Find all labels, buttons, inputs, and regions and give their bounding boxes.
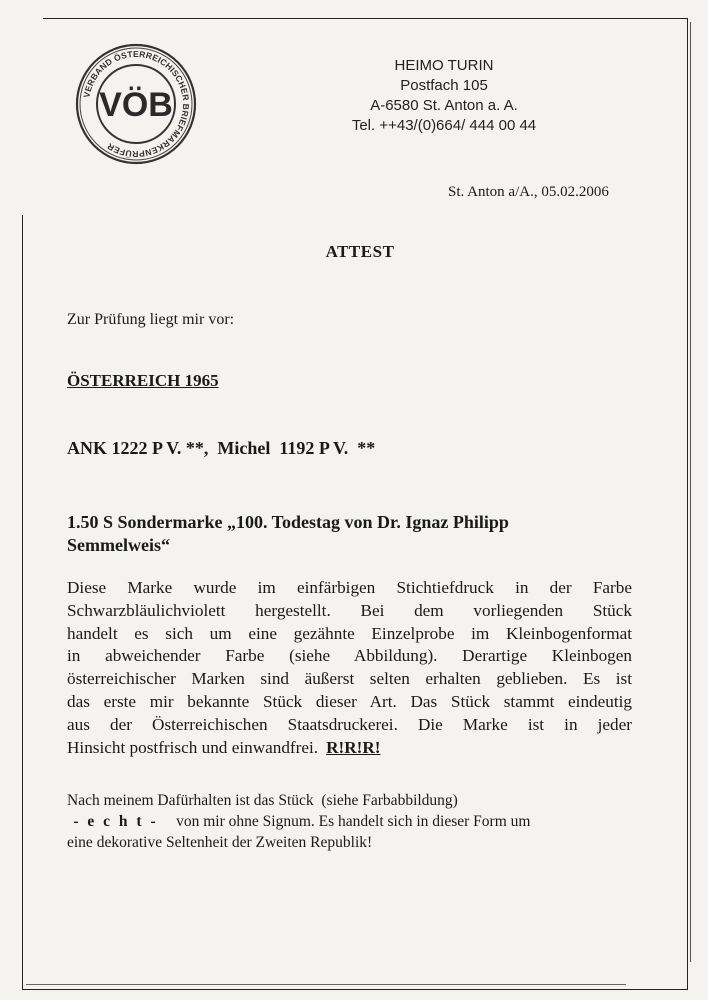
- body-line: handelt es sich um eine gezähnte Einzelprobe im Kleinbogenformat: [67, 623, 632, 643]
- issuer-address: A-6580 St. Anton a. A.: [370, 97, 518, 114]
- body-line: Schwarzbläulichviolett hergestellt. Bei dem vorliegenden Stück: [67, 600, 632, 620]
- frame-line-top: [43, 18, 688, 19]
- frame-line-right-inner: [690, 22, 691, 962]
- letterhead: [330, 56, 558, 136]
- body-line: aus der Österreichischen Staatsdruckerei. Die Marke ist in jeder: [67, 714, 632, 734]
- body-line: das erste mir bekannte Stück dieser Art. Das Stück stammt eindeutig: [67, 691, 632, 711]
- issuer-phone: Tel. ++43/(0)664/ 444 00 44: [351, 117, 537, 134]
- verdict-line-3: eine dekorative Seltenheit der Zweiten Republik!: [67, 834, 373, 851]
- frame-line-left: [22, 215, 23, 990]
- country-year-heading: ÖSTERREICH 1965: [67, 371, 219, 390]
- body-line-final-text: Hinsicht postfrisch und einwandfrei.: [67, 737, 319, 757]
- verdict-line-2: [67, 811, 627, 832]
- seal-ring-text: VERBAND ÖSTERREICHISCHER BRIEFMARKENPRÜFER: [81, 48, 192, 160]
- verdict-paragraph: [67, 790, 627, 853]
- date-line: St. Anton a/A., 05.02.2006: [448, 184, 609, 200]
- stamp-description: [67, 511, 627, 557]
- frame-line-bottom-inner: [26, 984, 626, 985]
- intro-text: Zur Prüfung liegt mir vor:: [67, 311, 235, 328]
- body-line: österreichischer Marken sind äußerst selten erhalten geblieben. Es ist: [67, 669, 632, 689]
- body-line: in abweichender Farbe (siehe Abbildung). Derartige Kleinbogen: [67, 646, 632, 666]
- verdict-line-2-rest: von mir ohne Signum. Es handelt sich in dieser Form um: [164, 813, 531, 830]
- expert-opinion-body: [67, 577, 632, 759]
- document-title: ATTEST: [325, 242, 395, 261]
- issuer-name: HEIMO TURIN: [394, 57, 494, 74]
- issuer-postbox: Postfach 105: [400, 77, 488, 94]
- echt-verdict: - e c h t -: [67, 813, 165, 830]
- verdict-line-1: Nach meinem Dafürhalten ist das Stück (siehe Farbabbildung): [67, 792, 458, 809]
- stamp-description-line-2: Semmelweis“: [67, 535, 170, 555]
- voeb-seal-stamp: [74, 42, 198, 166]
- stamp-description-line-1: 1.50 S Sondermarke „100. Todestag von Dr. Ignaz Philipp: [67, 512, 509, 532]
- frame-line-bottom: [22, 989, 688, 990]
- catalog-numbers: ANK 1222 P V. **, Michel 1192 P V. **: [67, 438, 376, 458]
- rarity-mark: R!R!R!: [326, 737, 381, 757]
- body-line: Diese Marke wurde im einfärbigen Stichtiefdruck in der Farbe: [67, 578, 632, 597]
- frame-line-right: [687, 18, 688, 990]
- seal-center-text: VÖB: [99, 86, 173, 124]
- body-line-last: [67, 737, 632, 760]
